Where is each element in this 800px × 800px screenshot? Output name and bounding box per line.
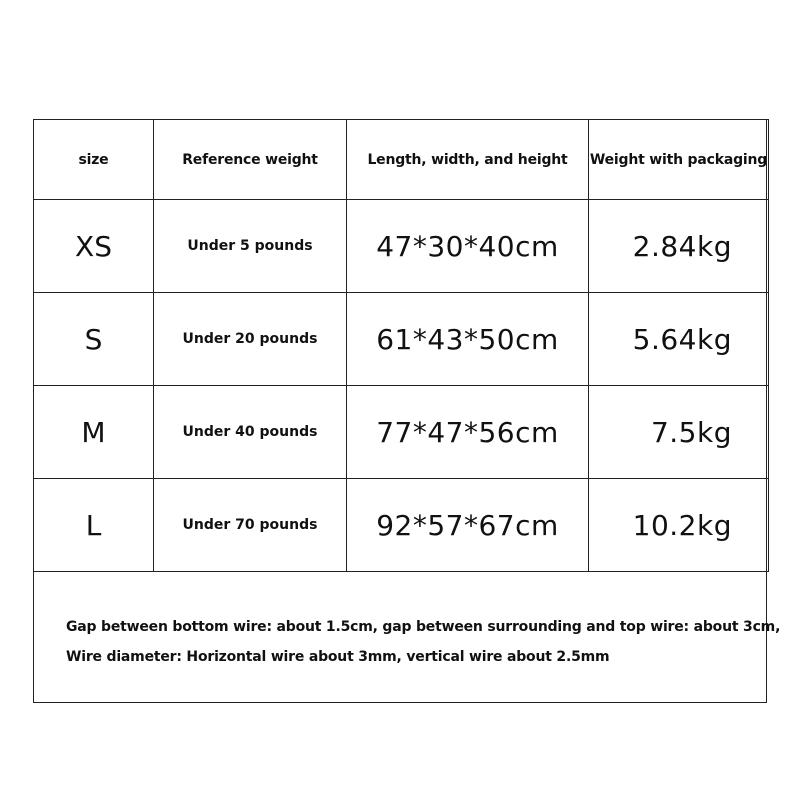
cell-dimensions: 61*43*50cm [347, 293, 589, 386]
table-row [34, 200, 769, 293]
cell-reference-weight: Under 70 pounds [154, 479, 347, 572]
header-reference-weight: Reference weight [154, 120, 347, 200]
size-chart-table [33, 119, 769, 572]
cell-size: M [34, 386, 154, 479]
cell-reference-weight: Under 20 pounds [154, 293, 347, 386]
cell-packaged-weight: 5.64kg [589, 293, 769, 386]
header-packaged-weight: Weight with packaging [589, 120, 769, 200]
table-row [34, 479, 769, 572]
header-dimensions: Length, width, and height [347, 120, 589, 200]
cell-reference-weight: Under 5 pounds [154, 200, 347, 293]
cell-packaged-weight: 2.84kg [589, 200, 769, 293]
table-header-row [34, 120, 769, 200]
cell-size: L [34, 479, 154, 572]
note-line-gap: Gap between bottom wire: about 1.5cm, gap between surrounding and top wire: about 3cm, [66, 619, 781, 635]
cell-size: S [34, 293, 154, 386]
cell-dimensions: 92*57*67cm [347, 479, 589, 572]
wire-notes [66, 612, 781, 672]
cell-dimensions: 77*47*56cm [347, 386, 589, 479]
table-row [34, 386, 769, 479]
table-row [34, 293, 769, 386]
header-size: size [34, 120, 154, 200]
cell-dimensions: 47*30*40cm [347, 200, 589, 293]
note-line-diameter: Wire diameter: Horizontal wire about 3mm, vertical wire about 2.5mm [66, 649, 610, 665]
cell-packaged-weight: 10.2kg [589, 479, 769, 572]
cell-size: XS [34, 200, 154, 293]
cell-packaged-weight: 7.5kg [589, 386, 769, 479]
cell-reference-weight: Under 40 pounds [154, 386, 347, 479]
